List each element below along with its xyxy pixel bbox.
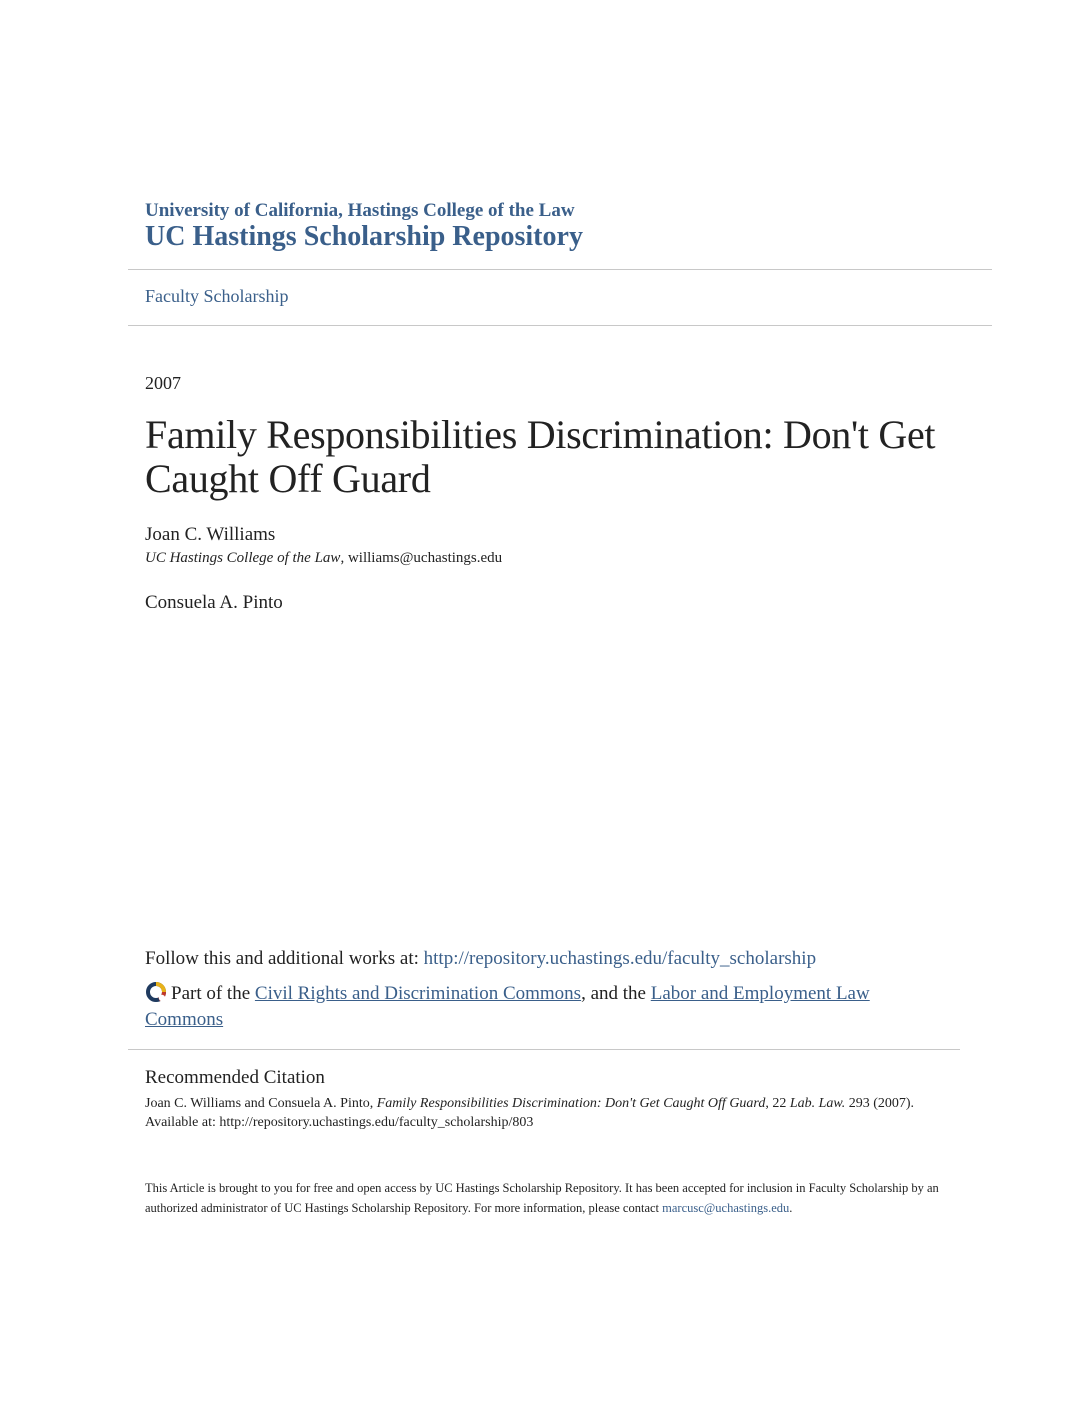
affiliation-name: UC Hastings College of the Law (145, 550, 341, 566)
series-link[interactable]: Faculty Scholarship (145, 286, 289, 306)
institution-link[interactable]: University of California, Hastings College of the Law (145, 200, 575, 221)
footer-end: . (789, 1201, 793, 1215)
article-title: Family Responsibilities Discrimination: Don't Get Caught Off Guard (145, 412, 936, 501)
repository-link[interactable]: UC Hastings Scholarship Repository (145, 221, 583, 252)
citation-available: Available at: http://repository.uchastings.edu/faculty_scholarship/803 (145, 1115, 534, 1130)
part-of-middle: , and the (581, 983, 646, 1004)
author-name-2: Consuela A. Pinto (145, 592, 283, 613)
contact-email-link[interactable]: marcusc@uchastings.edu (662, 1201, 790, 1215)
series-divider (128, 325, 992, 326)
part-of-prefix: Part of the (171, 983, 251, 1004)
part-of-line (145, 981, 945, 1033)
follow-line (145, 948, 816, 970)
citation-text (145, 1094, 955, 1132)
citation-volume: , 22 (765, 1096, 787, 1111)
citation-rest: 293 (2007). (848, 1096, 915, 1111)
affiliation-comma: , (340, 550, 348, 566)
publication-year: 2007 (145, 373, 181, 393)
network-logo-icon (145, 981, 167, 1003)
footer-text: This Article is brought to you for free and open access by UC Hastings Scholarship Repository. It has been accepted for inclusion in Faculty Scholarship by an authorized administrator of UC Hastings Scholarship Repository. For more information, please contact (145, 1181, 939, 1215)
author-email[interactable]: williams@uchastings.edu (347, 550, 503, 566)
citation-title: Family Responsibilities Discrimination: Don't Get Caught Off Guard (376, 1096, 766, 1111)
header-divider (128, 269, 992, 270)
follow-url-link[interactable]: http://repository.uchastings.edu/faculty_scholarship (423, 948, 817, 969)
author-name: Joan C. Williams (145, 524, 276, 545)
footer-notice (145, 1178, 955, 1218)
civil-rights-commons-link[interactable]: Civil Rights and Discrimination Commons (254, 983, 582, 1004)
citation-heading: Recommended Citation (145, 1067, 325, 1088)
citation-authors: Joan C. Williams and Consuela A. Pinto, (145, 1096, 374, 1111)
labor-employment-commons-link[interactable]: Labor and Employment Law Commons (145, 983, 870, 1030)
citation-journal: Lab. Law. (789, 1096, 846, 1111)
author-affiliation (145, 550, 502, 567)
citation-divider (128, 1049, 960, 1050)
follow-label: Follow this and additional works at: (145, 948, 419, 969)
